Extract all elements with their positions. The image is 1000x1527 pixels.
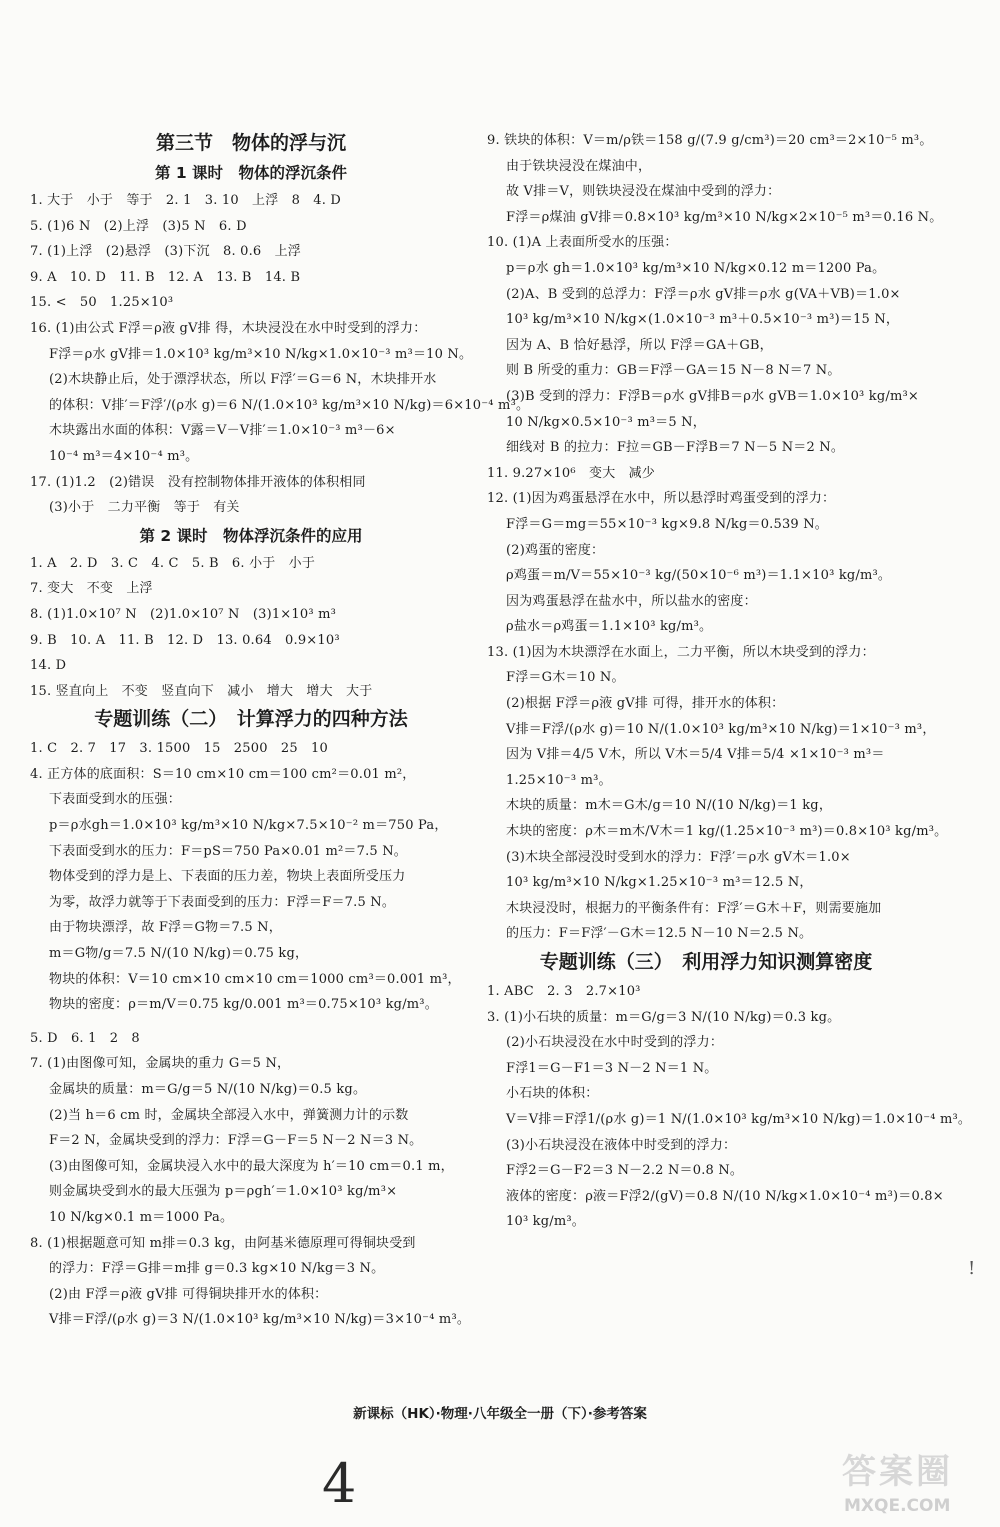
answer-line: 木块的密度：ρ木＝m木/V木＝1 kg/(1.25×10⁻³ m³)＝0.8×10³ kg/m³。	[506, 824, 948, 840]
answer-line: 7. (1)上浮 (2)悬浮 (3)下沉 8. 0.6 上浮	[30, 244, 301, 260]
answer-line: 9. A 10. D 11. B 12. A 13. B 14. B	[30, 269, 301, 285]
answer-line: 为零，故浮力就等于下表面受到的压力：F浮＝F＝7.5 N。	[49, 894, 396, 910]
answer-line: 10. (1)A 上表面所受水的压强：	[487, 235, 678, 251]
answer-line: (2)根据 F浮＝ρ液 gV排 可得，排开水的体积：	[506, 696, 785, 712]
answer-line: 1.25×10⁻³ m³。	[506, 772, 612, 788]
answer-line: 小石块的体积：	[506, 1086, 599, 1102]
section-heading: 专题训练（二） 计算浮力的四种方法	[94, 708, 408, 731]
answer-line: F浮＝G木＝10 N。	[506, 670, 625, 686]
answer-line: 11. 9.27×10⁶ 变大 减少	[487, 465, 655, 481]
answer-line: V＝V排＝F浮1/(ρ水 g)＝1 N/(1.0×10³ kg/m³×10 N/kg)＝1.0×10⁻⁴ m³。	[506, 1111, 972, 1127]
answer-line: 9. 铁块的体积：V＝m/ρ铁＝158 g/(7.9 g/cm³)＝20 cm³＝2×10⁻⁵ m³。	[487, 133, 933, 148]
watermark-text: 答案圈	[842, 1452, 953, 1492]
answer-line: 4. 正方体的底面积：S＝10 cm×10 cm＝100 cm²＝0.01 m²，	[30, 766, 416, 782]
page-number: 4	[322, 1452, 357, 1515]
answer-line: 8. (1)1.0×10⁷ N (2)1.0×10⁷ N (3)1×10³ m³	[30, 606, 337, 622]
answer-line: 因为 A、B 恰好悬浮，所以 F浮＝GA＋GB，	[506, 337, 773, 353]
section-heading: 专题训练（三） 利用浮力知识测算密度	[539, 951, 873, 973]
answer-line: 木块浸没时，根据力的平衡条件有：F浮′＝G木＋F，则需要施加	[506, 900, 882, 916]
answer-line: 细线对 B 的拉力：F拉＝GB－F浮B＝7 N－5 N＝2 N。	[506, 440, 845, 456]
left-column	[30, 128, 530, 1333]
answer-line: 13. (1)因为木块漂浮在水面上，二力平衡，所以木块受到的浮力：	[487, 644, 875, 660]
answer-line: V排＝F浮/(ρ水 g)＝10 N/(1.0×10³ kg/m³×10 N/kg)＝1×10⁻³ m³，	[506, 721, 936, 737]
spacer	[30, 1018, 472, 1026]
answer-line: 7. (1)由图像可知，金属块的重力 G＝5 N，	[30, 1056, 291, 1072]
answer-line: 14. D	[30, 658, 67, 674]
answer-line: 物体受到的浮力是上、下表面的压力差，物块上表面所受压力	[49, 869, 406, 885]
section-heading: 第三节 物体的浮与沉	[155, 132, 346, 154]
answer-line: ρ盐水＝ρ鸡蛋＝1.1×10³ kg/m³。	[506, 619, 713, 635]
answer-line: F浮＝G＝mg＝55×10⁻³ kg×9.8 N/kg＝0.539 N。	[506, 516, 829, 532]
lesson-heading: 第 2 课时 物体浮沉条件的应用	[139, 526, 363, 545]
answer-line: 5. D 6. 1 2 8	[30, 1030, 140, 1046]
answer-line: (2)小石块浸没在水中时受到的浮力：	[506, 1035, 724, 1051]
answer-line: 木块露出水面的体积：V露＝V－V排′＝1.0×10⁻³ m³－6×	[49, 423, 396, 439]
answer-line: F＝2 N，金属块受到的浮力：F浮＝G－F＝5 N－2 N＝3 N。	[49, 1133, 423, 1149]
answer-line: (3)木块全部浸没时受到水的浮力：F浮′＝ρ水 gV木＝1.0×	[506, 849, 851, 865]
page-footer: 新课标（HK）·物理·八年级全一册（下）·参考答案	[353, 1406, 647, 1422]
answer-line: 8. (1)根据题意可知 m排＝0.3 kg，由阿基米德原理可得铜块受到	[30, 1235, 416, 1251]
answer-line: 的压力：F＝F浮′－G木＝12.5 N－10 N＝2.5 N。	[506, 926, 813, 942]
answer-line: 7. 变大 不变 上浮	[30, 581, 153, 597]
answer-line: 则 B 所受的重力：GB＝F浮－GA＝15 N－8 N＝7 N。	[506, 363, 841, 379]
answer-line: F浮2＝G－F2＝3 N－2.2 N＝0.8 N。	[506, 1163, 744, 1179]
right-column	[487, 128, 972, 1235]
answer-line: 16. (1)由公式 F浮＝ρ液 gV排 得，木块浸没在水中时受到的浮力：	[30, 320, 427, 336]
answer-line: 下表面受到水的压力：F＝pS＝750 Pa×0.01 m²＝7.5 N。	[49, 843, 407, 859]
answer-line: 1. ABC 2. 3 2.7×10³	[487, 984, 641, 999]
answer-line: (3)由图像可知，金属块浸入水中的最大深度为 h′＝10 cm＝0.1 m，	[49, 1158, 454, 1174]
watermark-url: MXQE.COM	[844, 1496, 951, 1516]
answer-line: p＝ρ水gh＝1.0×10³ kg/m³×10 N/kg×7.5×10⁻² m＝750 Pa，	[49, 818, 448, 834]
answer-line: 物块的体积：V＝10 cm×10 cm×10 cm＝1000 cm³＝0.001 m³，	[49, 971, 461, 987]
answer-line: 10³ kg/m³。	[506, 1214, 586, 1230]
answer-line: 下表面受到水的压强：	[49, 792, 182, 808]
answer-line: 10 N/kg×0.1 m＝1000 Pa。	[49, 1209, 234, 1225]
answer-line: 木块的质量：m木＝G木/g＝10 N/(10 N/kg)＝1 kg，	[506, 798, 833, 814]
answer-line: (2)当 h＝6 cm 时，金属块全部浸入水中，弹簧测力计的示数	[49, 1107, 409, 1123]
answer-line: (3)B 受到的浮力：F浮B＝ρ水 gV排B＝ρ水 gVB＝1.0×10³ kg/m³×	[506, 388, 920, 404]
answer-line: 9. B 10. A 11. B 12. D 13. 0.64 0.9×10³	[30, 632, 340, 648]
answer-line: F浮1＝G－F1＝3 N－2 N＝1 N。	[506, 1060, 718, 1076]
answer-line: 15. < 50 1.25×10³	[30, 295, 174, 311]
answer-line: 物块的密度：ρ＝m/V＝0.75 kg/0.001 m³＝0.75×10³ kg/m³。	[49, 997, 438, 1013]
answer-line: F浮＝ρ水 gV排＝1.0×10³ kg/m³×10 N/kg×1.0×10⁻³ m³＝10 N。	[49, 346, 473, 362]
answer-line: 17. (1)1.2 (2)错误 没有控制物体排开液体的体积相同	[30, 474, 366, 490]
answer-line: 的浮力：F浮＝G排＝m排 g＝0.3 kg×10 N/kg＝3 N。	[49, 1261, 385, 1277]
answer-line: 由于物块漂浮，故 F浮＝G物＝7.5 N，	[49, 920, 282, 936]
answer-line: (3)小石块浸没在液体中时受到的浮力：	[506, 1137, 737, 1153]
answer-line: 液体的密度：ρ液＝F浮2/(gV)＝0.8 N/(10 N/kg×1.0×10⁻⁴ m³)＝0.8×	[506, 1188, 944, 1204]
answer-line: 10³ kg/m³×10 N/kg×(1.0×10⁻³ m³＋0.5×10⁻³ m³)＝15 N，	[506, 312, 900, 328]
answer-line: 5. (1)6 N (2)上浮 (3)5 N 6. D	[30, 218, 247, 234]
answer-line: ρ鸡蛋＝m/V＝55×10⁻³ kg/(50×10⁻⁶ m³)＝1.1×10³ kg/m³。	[506, 568, 892, 584]
answer-line: (2)A、B 受到的总浮力：F浮＝ρ水 gV排＝ρ水 g(VA＋VB)＝1.0×	[506, 286, 901, 302]
answer-line: 15. 竖直向上 不变 竖直向下 减小 增大 增大 大于	[30, 683, 373, 699]
lesson-heading: 第 1 课时 物体的浮沉条件	[154, 164, 348, 182]
answer-line: 3. (1)小石块的质量：m＝G/g＝3 N/(10 N/kg)＝0.3 kg。	[487, 1009, 841, 1025]
answer-line: 10 N/kg×0.5×10⁻³ m³＝5 N，	[506, 414, 706, 430]
answer-line: 10⁻⁴ m³＝4×10⁻⁴ m³。	[49, 448, 199, 464]
margin-mark: !	[968, 1258, 976, 1279]
answer-line: p＝ρ水 gh＝1.0×10³ kg/m³×10 N/kg×0.12 m＝1200 Pa。	[506, 260, 886, 276]
answer-line: F浮＝ρ煤油 gV排＝0.8×10³ kg/m³×10 N/kg×2×10⁻⁵ m³＝0.16 N。	[506, 209, 943, 225]
answer-line: 则金属块受到水的最大压强为 p＝ρgh′＝1.0×10³ kg/m³×	[49, 1184, 398, 1200]
answer-line: 金属块的质量：m＝G/g＝5 N/(10 N/kg)＝0.5 kg。	[49, 1082, 367, 1097]
answer-line: (2)木块静止后，处于漂浮状态，所以 F浮′＝G＝6 N，木块排开水	[49, 372, 437, 388]
answer-line: 故 V排＝V，则铁块浸没在煤油中受到的浮力：	[506, 184, 781, 200]
answer-line: 1. 大于 小于 等于 2. 1 3. 10 上浮 8 4. D	[30, 193, 342, 208]
answer-line: 由于铁块浸没在煤油中，	[506, 158, 652, 174]
answer-line: (2)鸡蛋的密度：	[506, 542, 605, 558]
answer-line: (2)由 F浮＝ρ液 gV排 可得铜块排开水的体积：	[49, 1286, 328, 1302]
answer-line: 的体积：V排′＝F浮′/(ρ水 g)＝6 N/(1.0×10³ kg/m³×10 N/kg)＝6×10⁻⁴ m³。	[49, 397, 530, 413]
answer-line: 12. (1)因为鸡蛋悬浮在水中，所以悬浮时鸡蛋受到的浮力：	[487, 491, 836, 507]
answer-line: 因为 V排＝4/5 V木，所以 V木＝5/4 V排＝5/4 ×1×10⁻³ m³＝	[506, 747, 885, 763]
answer-line: (3)小于 二力平衡 等于 有关	[49, 500, 240, 516]
answer-line: m＝G物/g＝7.5 N/(10 N/kg)＝0.75 kg，	[49, 946, 309, 962]
answer-line: 1. A 2. D 3. C 4. C 5. B 6. 小于 小于	[30, 555, 316, 571]
answer-line: 10³ kg/m³×10 N/kg×1.25×10⁻³ m³＝12.5 N，	[506, 875, 813, 891]
watermark-logo	[832, 1440, 990, 1524]
answer-line: V排＝F浮/(ρ水 g)＝3 N/(1.0×10³ kg/m³×10 N/kg)＝3×10⁻⁴ m³。	[49, 1312, 471, 1328]
answer-line: 1. C 2. 7 17 3. 1500 15 2500 25 10	[30, 741, 328, 757]
answer-line: 因为鸡蛋悬浮在盐水中，所以盐水的密度：	[506, 593, 757, 609]
